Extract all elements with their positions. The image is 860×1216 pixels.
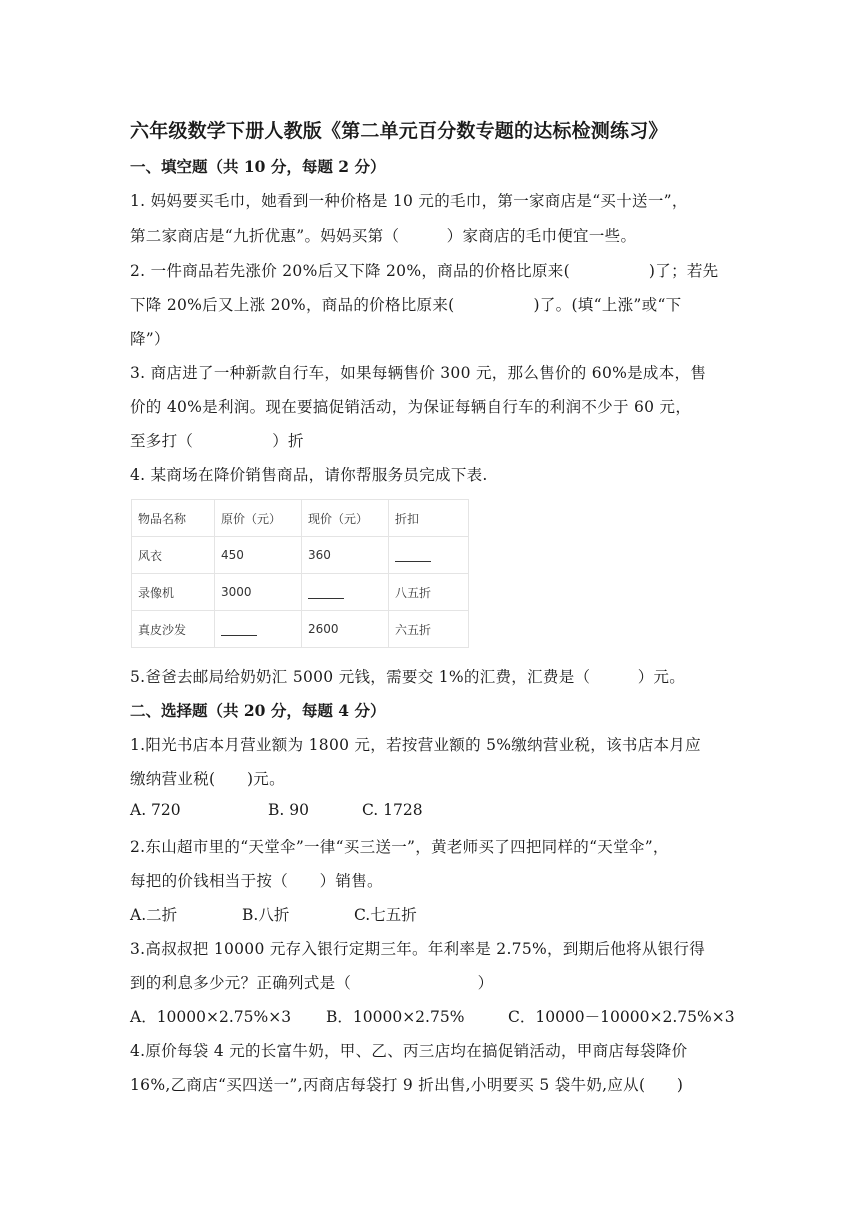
question-text: 3.高叔叔把 10000 元存入银行定期三年。年利率是 2.75%，到期后他将从银行得	[130, 940, 706, 958]
table-header-cell: 现价（元）	[302, 500, 389, 537]
table-header-row	[132, 500, 469, 537]
table-row	[132, 537, 469, 574]
question-text: 4.原价每袋 4 元的长富牛奶，甲、乙、丙三店均在搞促销活动，甲商店每袋降价	[130, 1042, 688, 1060]
choice-option-c: C.七五折	[354, 906, 417, 924]
table-cell: 八五折	[389, 574, 469, 611]
choice-option-c: C．10000－10000×2.75%×3	[508, 1008, 735, 1026]
section-heading-multiple-choice: 二、选择题（共 20 分，每题 4 分）	[130, 701, 386, 720]
table-cell: 真皮沙发	[132, 611, 215, 648]
table-cell: 3000	[215, 574, 302, 611]
table-cell: 六五折	[389, 611, 469, 648]
question-text: 1.阳光书店本月营业额为 1800 元，若按营业额的 5%缴纳营业税，该书店本月应	[130, 736, 701, 754]
question-text: 降”）	[130, 330, 170, 348]
table-cell-blank	[215, 611, 302, 648]
table-cell-blank	[302, 574, 389, 611]
question-text: 5.爸爸去邮局给奶奶汇 5000 元钱，需要交 1%的汇费，汇费是（ ）元。	[130, 668, 686, 686]
answer-blank	[395, 549, 431, 562]
choice-option-a: A.二折	[130, 906, 178, 924]
choice-option-b: B.八折	[242, 906, 290, 924]
question-text: 1. 妈妈要买毛巾，她看到一种价格是 10 元的毛巾，第一家商店是“买十送一”，	[130, 192, 688, 210]
question-text: 至多打（ ）折	[130, 432, 304, 450]
table-cell: 360	[302, 537, 389, 574]
table-row	[132, 611, 469, 648]
table-cell: 风衣	[132, 537, 215, 574]
choice-option-b: B. 90	[268, 801, 309, 819]
question-text: 2. 一件商品若先涨价 20%后又下降 20%，商品的价格比原来( )了；若先	[130, 262, 719, 280]
choice-option-b: B．10000×2.75%	[326, 1008, 465, 1026]
table-header-cell: 折扣	[389, 500, 469, 537]
question-text: 缴纳营业税( )元。	[130, 770, 285, 788]
answer-blank	[308, 586, 344, 599]
table-cell: 录像机	[132, 574, 215, 611]
question-text: 价的 40%是利润。现在要搞促销活动，为保证每辆自行车的利润不少于 60 元，	[130, 398, 692, 416]
section-heading-fill-blank: 一、填空题（共 10 分，每题 2 分）	[130, 157, 386, 176]
question-text: 2.东山超市里的“天堂伞”一律“买三送一”，黄老师买了四把同样的“天堂伞”，	[130, 838, 669, 856]
discount-table	[131, 499, 469, 648]
choice-option-c: C. 1728	[362, 801, 423, 819]
table-cell: 450	[215, 537, 302, 574]
choice-option-a: A. 720	[130, 801, 181, 819]
question-text: 3. 商店进了一种新款自行车，如果每辆售价 300 元，那么售价的 60%是成本，售	[130, 364, 707, 382]
question-text: 16%,乙商店“买四送一”,丙商店每袋打 9 折出售,小明要买 5 袋牛奶,应从( )	[130, 1076, 684, 1094]
table-cell-blank	[389, 537, 469, 574]
question-text: 到的利息多少元？正确列式是（ ）	[130, 974, 494, 992]
question-text: 4. 某商场在降价销售商品，请你帮服务员完成下表.	[130, 466, 488, 484]
table-row	[132, 574, 469, 611]
table-header-cell: 原价（元）	[215, 500, 302, 537]
question-text: 下降 20%后又上涨 20%，商品的价格比原来( )了。(填“上涨”或“下	[130, 296, 682, 314]
question-text: 每把的价钱相当于按（ ）销售。	[130, 872, 383, 890]
question-text: 第二家商店是“九折优惠”。妈妈买第（ ）家商店的毛巾便宜一些。	[130, 227, 637, 245]
table-header-cell: 物品名称	[132, 500, 215, 537]
table-cell: 2600	[302, 611, 389, 648]
choice-option-a: A．10000×2.75%×3	[130, 1008, 292, 1026]
document-title: 六年级数学下册人教版《第二单元百分数专题的达标检测练习》	[130, 120, 668, 142]
answer-blank	[221, 623, 257, 636]
